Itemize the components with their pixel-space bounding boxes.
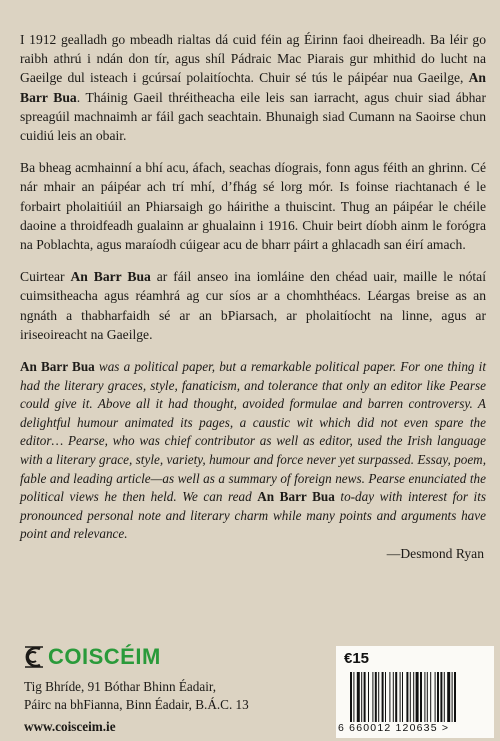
coisceim-emblem-icon	[22, 643, 46, 671]
paragraph-1-title: An Barr Bua	[20, 70, 486, 105]
publisher-logo	[22, 643, 161, 671]
paragraph-3-title: An Barr Bua	[70, 269, 151, 285]
quote-attribution: —Desmond Ryan	[386, 545, 484, 561]
barcode-panel	[336, 646, 494, 738]
publisher-name: COISCÉIM	[48, 644, 161, 669]
paragraph-2-text: Ba bheag acmhainní a bhí acu, áfach, seachas díograis, fonn agus féith an ghrinn. Cé nár mhair an páipéar ach trí mhí, d’fhág sé lorg mór. Is foinse riachtanach é le forbairt pholaitiúil an Phiarsaigh go háirithe a thuiscint. Thug an páipéar le chéile daoine a throidfeadh gualainn ar ghualainn i 1916. Chuir beirt díobh ainm le forógra na Poblachta, agus maraíodh cúigear acu de bharr páirt a ghlacadh san éirí amach.	[20, 160, 486, 253]
publisher-address	[24, 678, 249, 714]
quote-text-1: was a political paper, but a remarkable political paper. For one thing it had the literary graces, style, fanaticism, and tolerance that only an editor like Pearse could give it. Above all it had thought, avoided formulae and barren controversy. A delightful humour animated its pages, a caustic wit which did not even spare the editor… Pearse, who was chief contributor as well as editor, used the Irish language with a literary grace, style, variety, humour and force never yet surpassed. Essay, poem, fable and leading article—as well as a summary of foreign news. Pearse enunciated the political views he then held. We can read	[20, 359, 486, 505]
paragraph-1-pre: I 1912 gealladh go mbeadh rialtas dá cuid féin ag Éirinn faoi dheireadh. Ba léir go raibh athrú i ndán don tír, agus shíl Pádraic Mac Piarais gur mhithid do lucht na Gaeilge dul isteach i gcúrsaí polaitíochta. Chuir sé tús le páipéar nua Gaeilge,	[20, 32, 486, 86]
address-line-1: Tig Bhríde, 91 Bóthar Bhinn Éadair,	[24, 679, 217, 694]
barcode-icon	[350, 672, 486, 722]
paragraph-3	[20, 267, 486, 344]
quote-title-1: An Barr Bua	[20, 359, 95, 375]
paragraph-2	[20, 158, 486, 254]
blurb	[20, 30, 486, 562]
quote-text-2: to-day with interest for its pronounced personal note and literary charm while many points and arguments have point and relevance.	[20, 489, 486, 542]
review-quote	[20, 358, 486, 544]
paragraph-1-post: . Tháinig Gaeil thréitheacha eile leis san iarracht, agus chuir siad ábhar spreagúil machnaimh ar fáil gach seachtain. Bhunaigh siad Cumann na Saoirse chun cuidiú leis an obair.	[20, 89, 486, 144]
address-line-2: Páirc na bhFianna, Binn Éadair, B.Á.C. 13	[24, 697, 249, 712]
publisher-website: www.coisceim.ie	[24, 719, 116, 734]
price-label: €15	[344, 650, 370, 667]
quote-title-2: An Barr Bua	[257, 489, 335, 505]
paragraph-3-post: ar fáil anseo ina iomláine den chéad uair, maille le nótaí cuimsitheacha agus réamhrá ag cur síos ar a chomhthéacs. Léargas breise as an ngnáth a thabharfaidh sé ar an bPiarsach, ar pholaitíocht na linne, agus ar iriseoireacht na Gaeilge.	[20, 269, 486, 342]
paragraph-1	[20, 30, 486, 145]
barcode-digits: 6 660012 120635 >	[338, 722, 450, 734]
paragraph-3-pre: Cuirtear	[20, 269, 71, 285]
